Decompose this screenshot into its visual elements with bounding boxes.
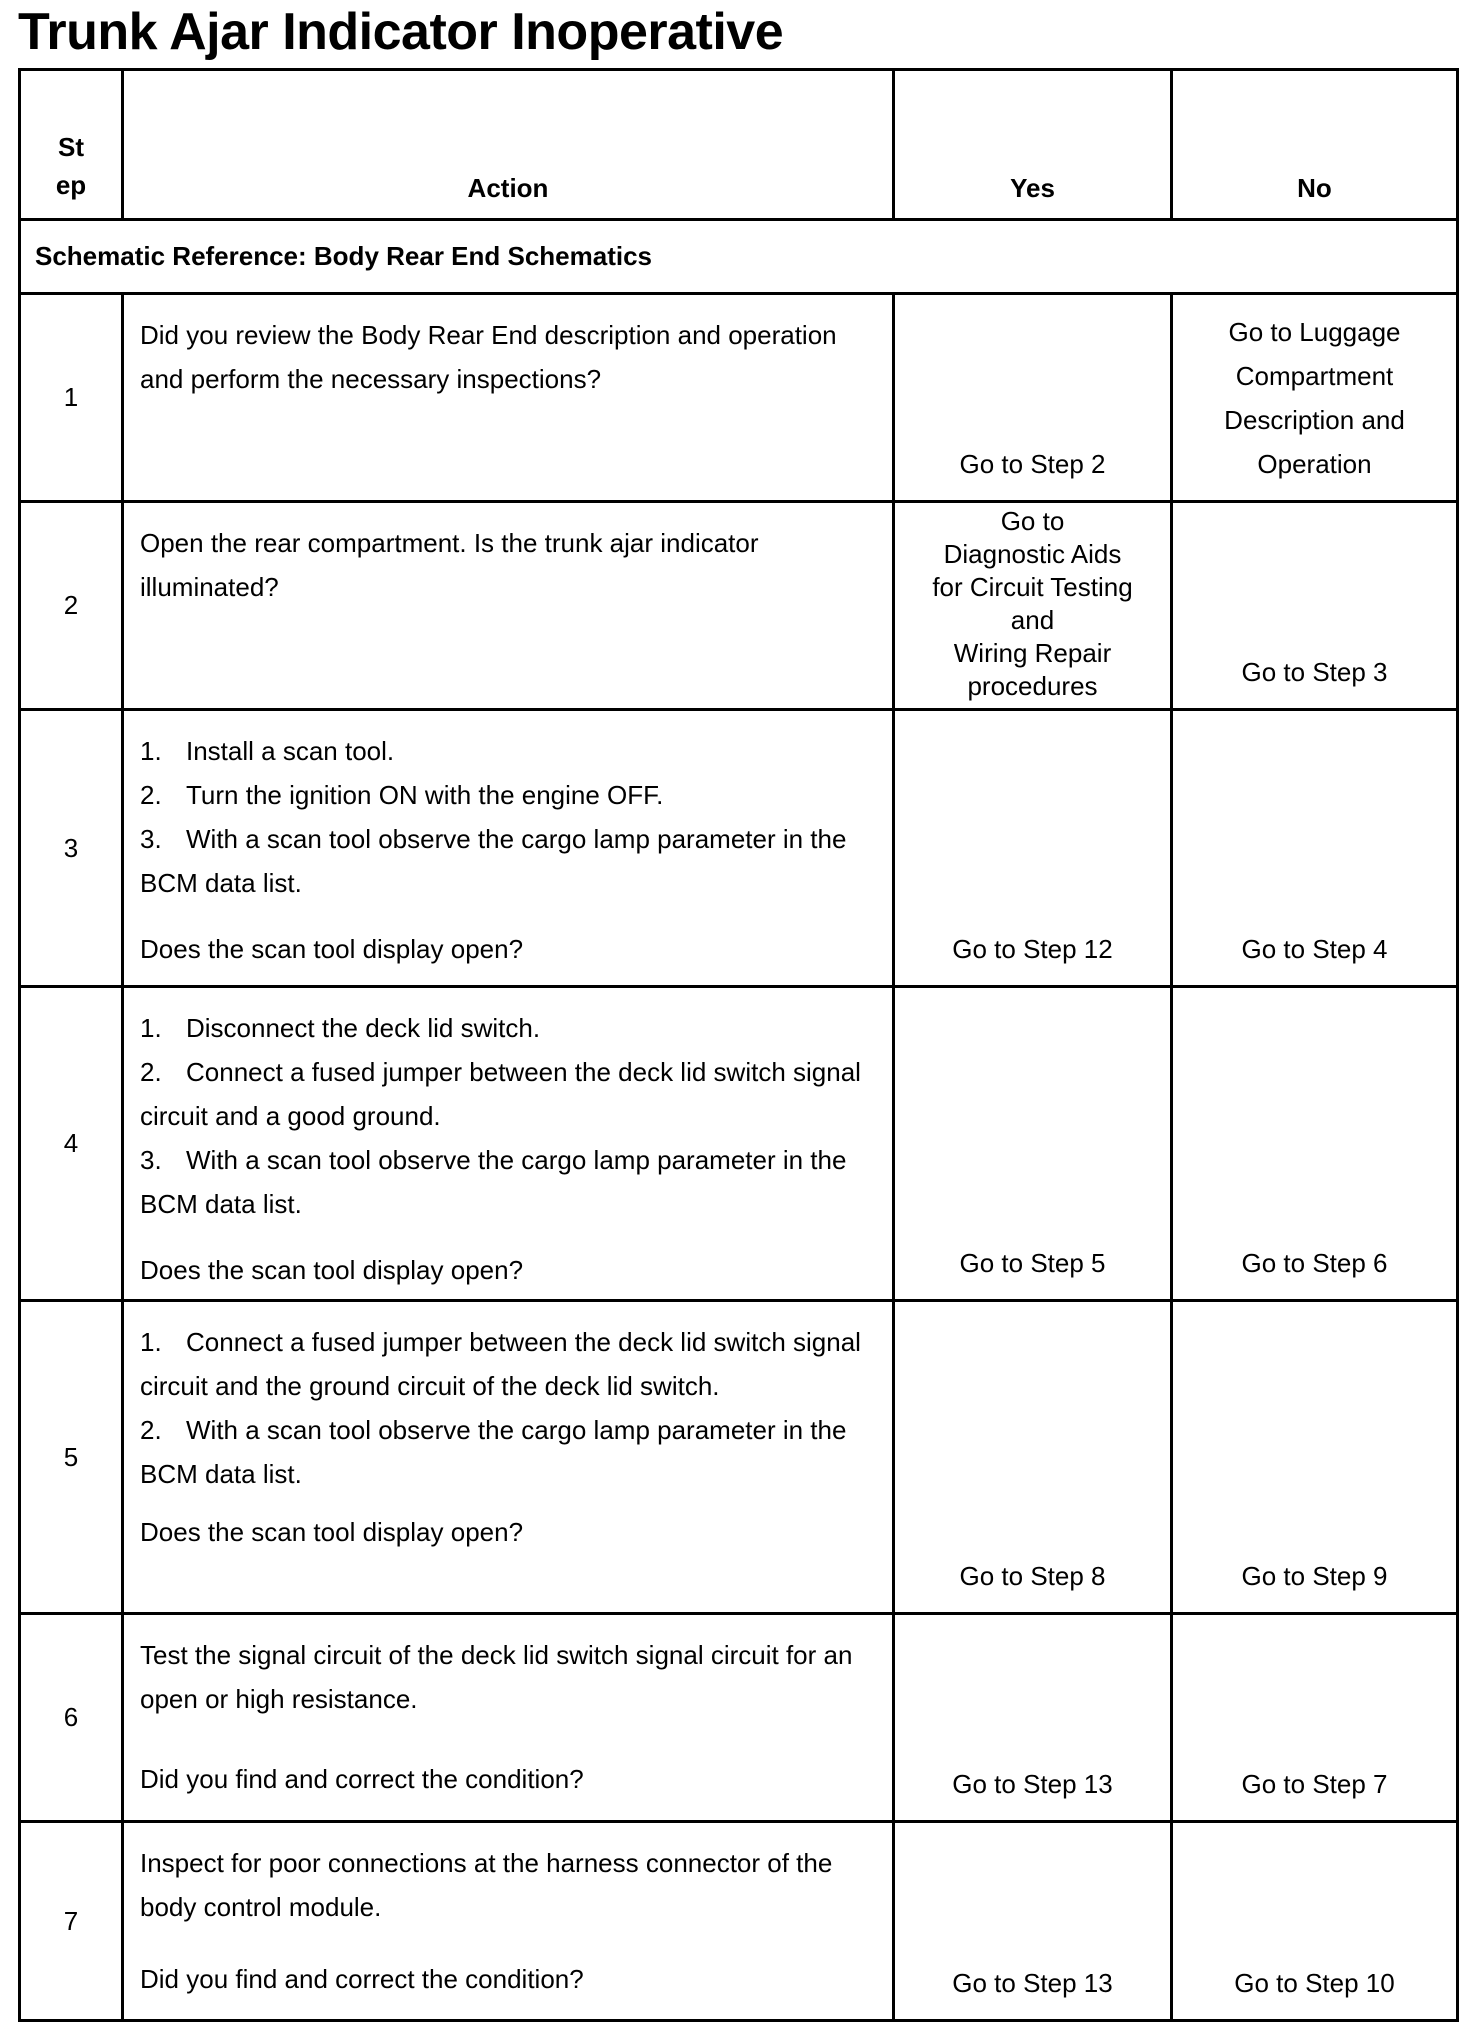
- yes-cell: Go to Step 13: [894, 1614, 1172, 1822]
- action-cell: [123, 1614, 894, 1822]
- step-header: [20, 70, 123, 220]
- table-row: [20, 987, 1458, 1301]
- question: Did you find and correct the condition?: [140, 1964, 584, 1994]
- action-text: Inspect for poor connections at the harness connector of the body control module.: [140, 1848, 833, 1922]
- page-title: Trunk Ajar Indicator Inoperative: [18, 3, 784, 61]
- question: Did you find and correct the condition?: [140, 1764, 584, 1794]
- no-cell: Go to Step 6: [1172, 987, 1458, 1301]
- action-cell: [123, 1822, 894, 2021]
- no-cell: Go to Step 7: [1172, 1614, 1458, 1822]
- step-number: 1: [20, 294, 123, 502]
- action-text: Test the signal circuit of the deck lid switch signal circuit for an open or high resistance.: [140, 1640, 853, 1714]
- action-header: Action: [123, 70, 894, 220]
- question: Does the scan tool display open?: [140, 1517, 524, 1547]
- yes-cell: Go to Diagnostic Aids for Circuit Testing and Wiring Repair procedures: [894, 502, 1172, 710]
- step-number: 6: [20, 1614, 123, 1822]
- list-item: 1. Disconnect the deck lid switch.: [140, 1013, 541, 1043]
- step-number: 7: [20, 1822, 123, 2021]
- no-cell: Go to Step 9: [1172, 1301, 1458, 1614]
- table-row: [20, 502, 1458, 710]
- yes-cell: Go to Step 13: [894, 1822, 1172, 2021]
- yes-cell: Go to Step 2: [894, 294, 1172, 502]
- no-cell: Go to Step 10: [1172, 1822, 1458, 2021]
- schematic-row: [20, 220, 1458, 294]
- action-cell: Did you review the Body Rear End description and operation and perform the necessary inspections?: [123, 294, 894, 502]
- step-number: 2: [20, 502, 123, 710]
- header-row: [20, 70, 1458, 220]
- list-item: 2. With a scan tool observe the cargo lamp parameter in the BCM data list.: [140, 1415, 847, 1489]
- list-item: 2. Connect a fused jumper between the deck lid switch signal circuit and a good ground.: [140, 1057, 861, 1131]
- action-cell: [123, 987, 894, 1301]
- action-cell: [123, 1301, 894, 1614]
- diagnostic-table: [18, 68, 1459, 2022]
- no-cell: Go to Step 4: [1172, 710, 1458, 987]
- question: Does the scan tool display open?: [140, 934, 524, 964]
- yes-cell: Go to Step 8: [894, 1301, 1172, 1614]
- list-item: 1. Connect a fused jumper between the deck lid switch signal circuit and the ground circuit of the deck lid switch.: [140, 1327, 861, 1401]
- step-number: 4: [20, 987, 123, 1301]
- step-header-label: St ep: [55, 132, 87, 200]
- table-row: [20, 1301, 1458, 1614]
- step-number: 5: [20, 1301, 123, 1614]
- no-header: No: [1172, 70, 1458, 220]
- schematic-reference: Schematic Reference: Body Rear End Schematics: [20, 220, 1458, 294]
- yes-header: Yes: [894, 70, 1172, 220]
- list-item: 1. Install a scan tool.: [140, 736, 395, 766]
- question: Does the scan tool display open?: [140, 1255, 524, 1285]
- table-row: [20, 1614, 1458, 1822]
- table-row: [20, 710, 1458, 987]
- yes-cell: Go to Step 5: [894, 987, 1172, 1301]
- step-number: 3: [20, 710, 123, 987]
- list-item: 3. With a scan tool observe the cargo lamp parameter in the BCM data list.: [140, 824, 847, 898]
- list-item: 3. With a scan tool observe the cargo lamp parameter in the BCM data list.: [140, 1145, 847, 1219]
- yes-cell: Go to Step 12: [894, 710, 1172, 987]
- no-cell: Go to Step 3: [1172, 502, 1458, 710]
- table-row: [20, 1822, 1458, 2021]
- table-row: [20, 294, 1458, 502]
- no-cell: Go to Luggage Compartment Description and Operation: [1172, 294, 1458, 502]
- action-cell: [123, 710, 894, 987]
- action-cell: Open the rear compartment. Is the trunk ajar indicator illuminated?: [123, 502, 894, 710]
- list-item: 2. Turn the ignition ON with the engine OFF.: [140, 780, 664, 810]
